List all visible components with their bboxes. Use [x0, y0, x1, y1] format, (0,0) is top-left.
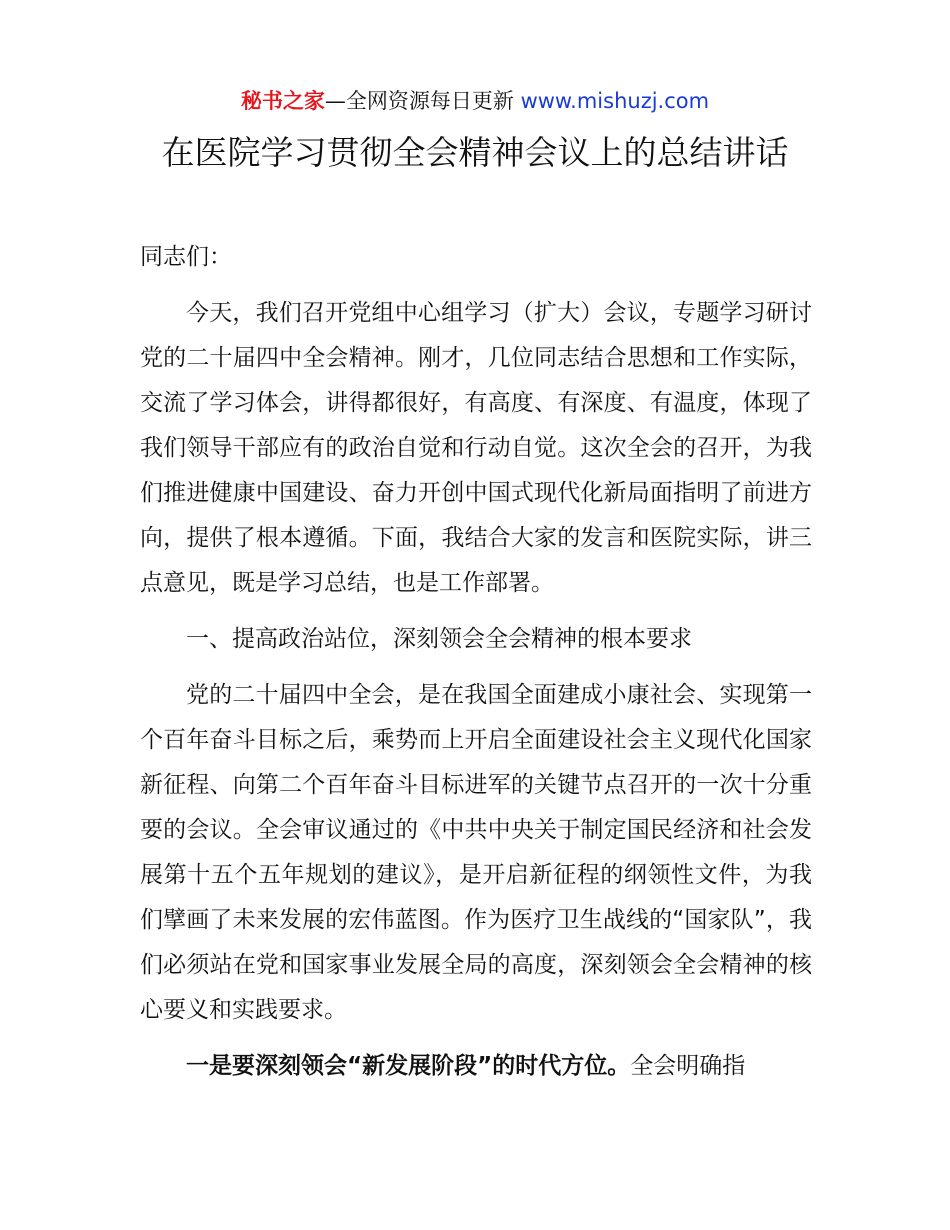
site-tagline: —全网资源每日更新	[324, 89, 514, 113]
paragraph-section-1: 党的二十届四中全会，是在我国全面建成小康社会、实现第一个百年奋斗目标之后，乘势而上开启全面建设社会主义现代化国家新征程、向第二个百年奋斗目标进军的关键节点召开的一次十分重要的会议。全会审议通过的《中共中央关于制定国民经济和社会发展第十五个五年规划的建议》，是开启新征程的纲领性文件，为我们擘画了未来发展的宏伟蓝图。作为医疗卫生战线的“国家队”，我们必须站在党和国家事业发展全局的高度，深刻领会全会精神的核心要义和实践要求。	[140, 682, 812, 1023]
document-title: 在医院学习贯彻全会精神会议上的总结讲话	[161, 133, 789, 172]
site-brand: 秘书之家	[240, 89, 325, 113]
site-header	[0, 86, 950, 116]
point-1-lead: 一是要深刻领会“新发展阶段”的时代方位。	[186, 1053, 631, 1079]
salutation: 同志们：	[140, 244, 232, 270]
document-body	[140, 235, 812, 1100]
section-heading-1: 一、提高政治站位，深刻领会全会精神的根本要求	[186, 626, 692, 652]
point-1-text: 全会明确指	[630, 1053, 746, 1079]
paragraph-point-1	[140, 1044, 812, 1089]
site-url-link[interactable]: www.mishuzj.com	[520, 89, 710, 113]
paragraph-intro: 今天，我们召开党组中心组学习（扩大）会议，专题学习研讨党的二十届四中全会精神。刚才，几位同志结合思想和工作实际，交流了学习体会，讲得都很好，有高度、有深度、有温度，体现了我们领导干部应有的政治自觉和行动自觉。这次全会的召开，为我们推进健康中国建设、奋力开创中国式现代化新局面指明了前进方向，提供了根本遵循。下面，我结合大家的发言和医院实际，讲三点意见，既是学习总结，也是工作部署。	[140, 300, 812, 596]
